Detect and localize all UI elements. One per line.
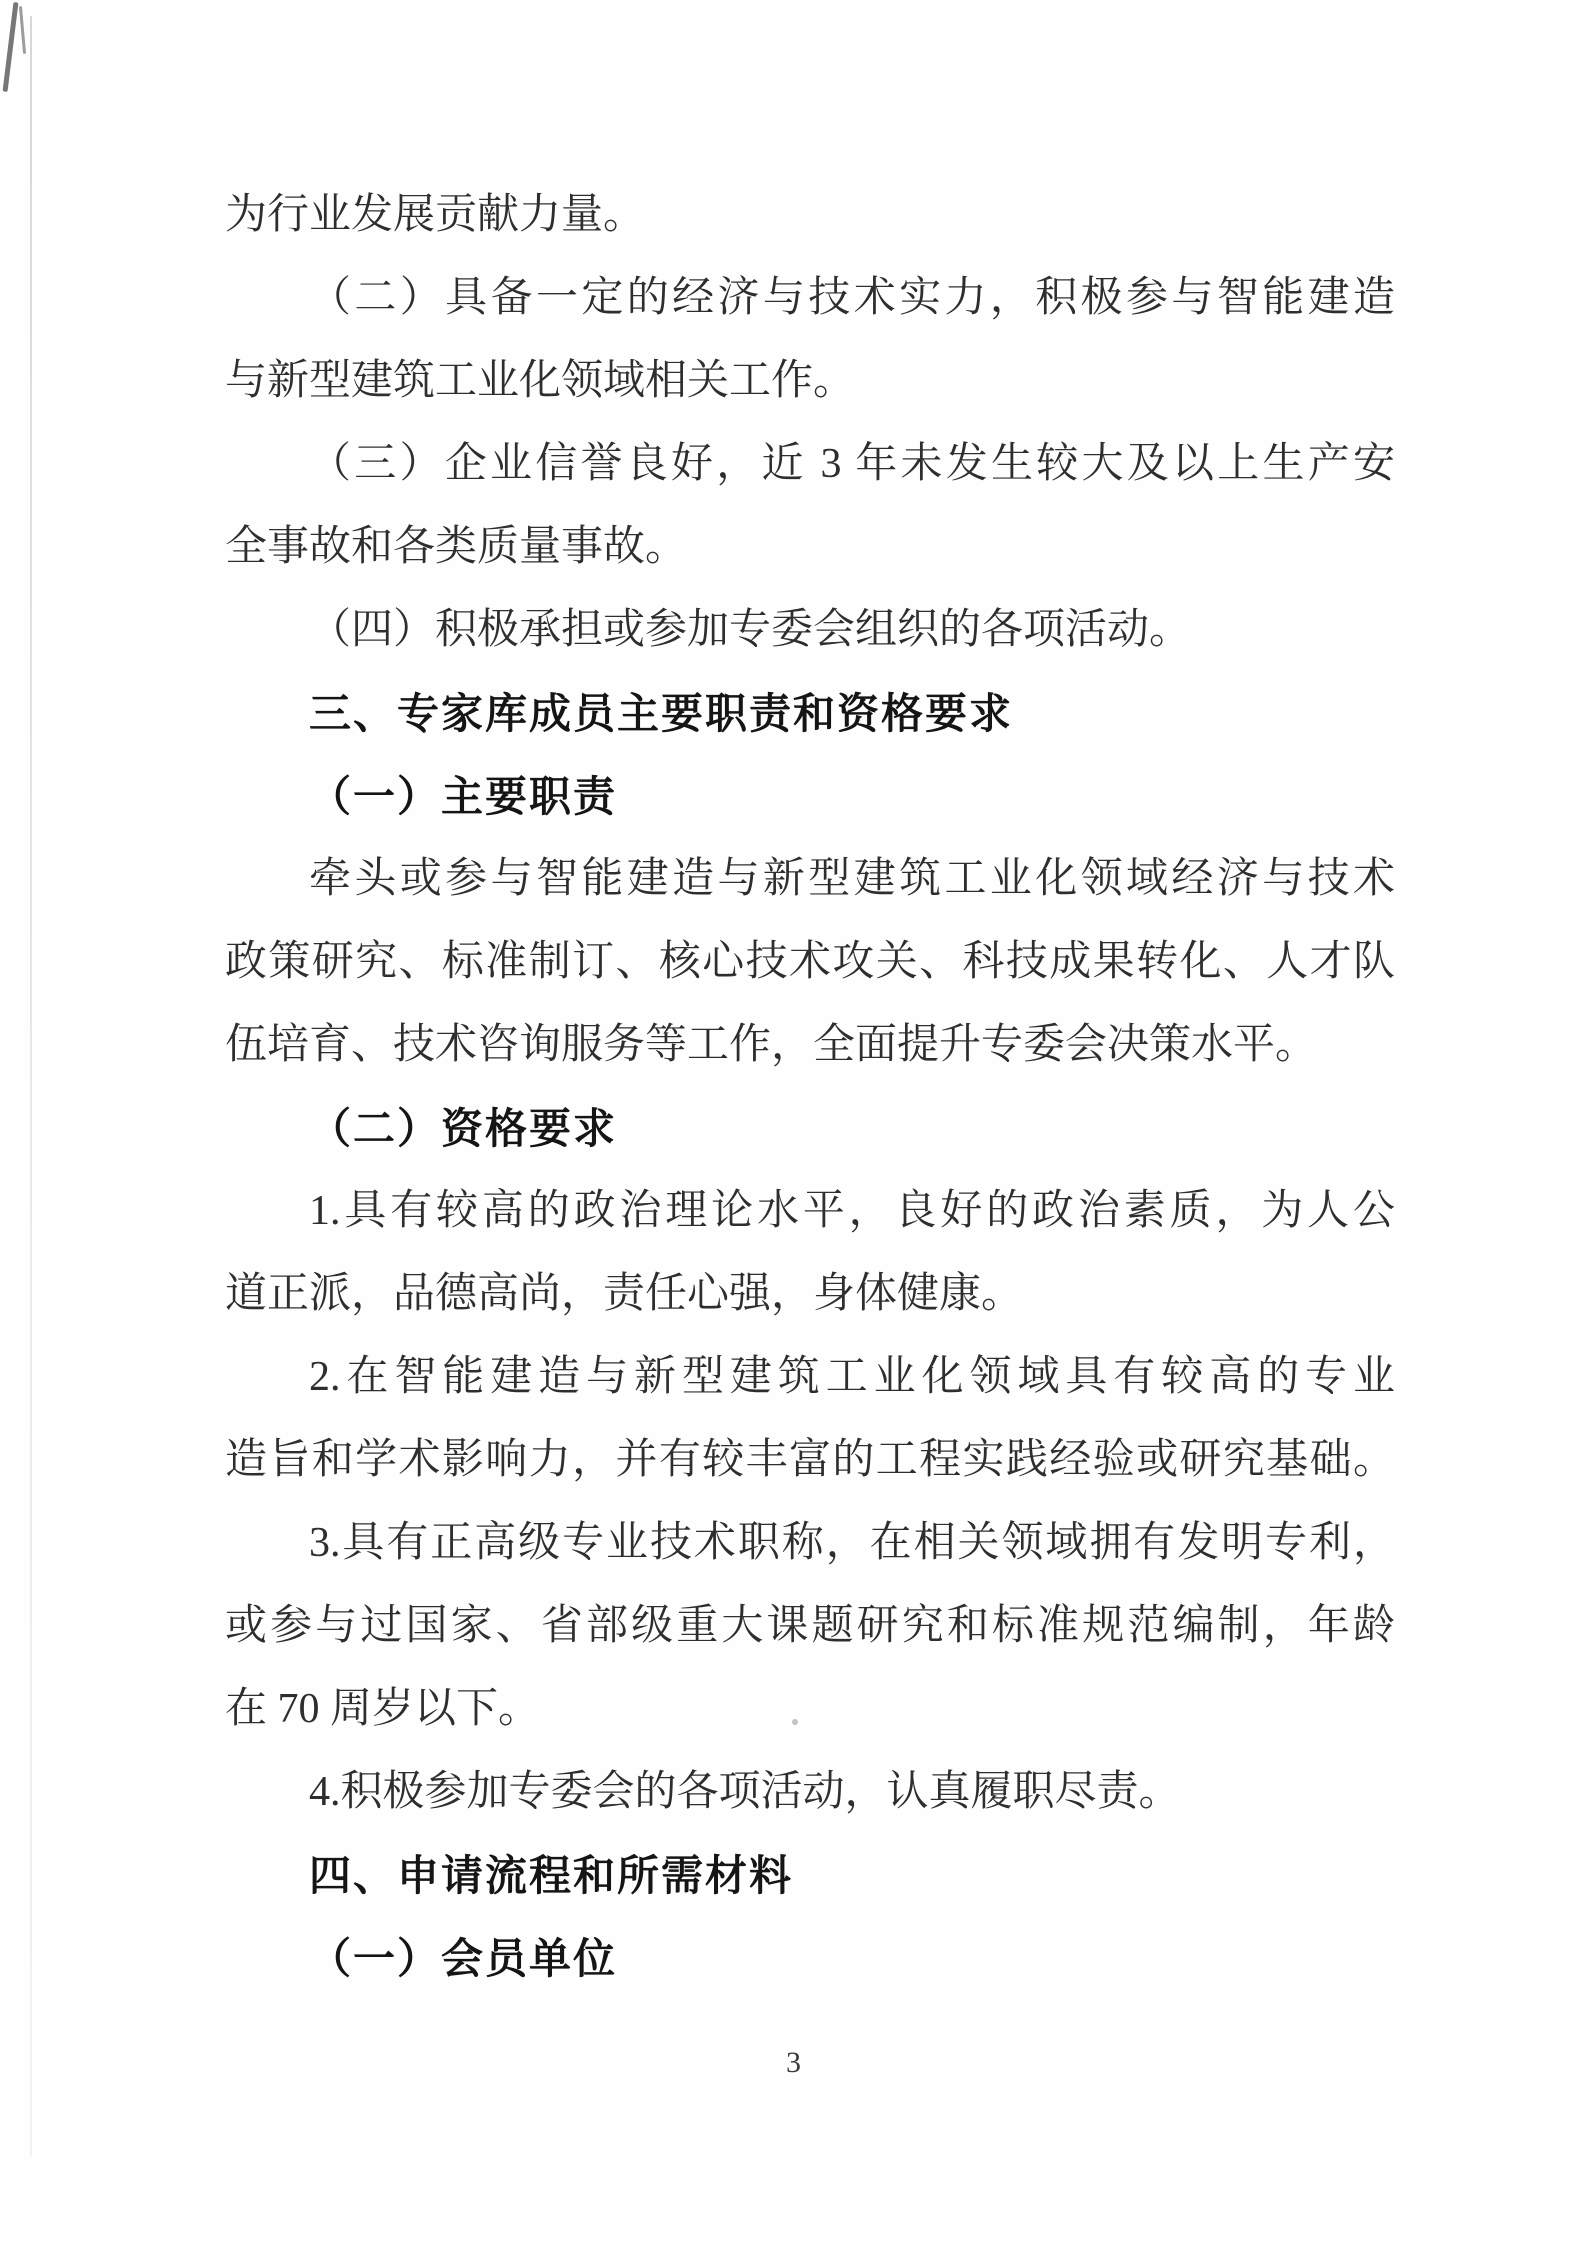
body-line: 或参与过国家、省部级重大课题研究和标准规范编制，年龄 — [225, 1603, 1395, 1649]
heading-line: （一）会员单位 — [309, 1935, 618, 1982]
heading-line: 三、专家库成员主要职责和资格要求 — [309, 690, 1014, 737]
scan-edge-line-artifact — [30, 16, 32, 2156]
heading-line: （一）主要职责 — [309, 773, 618, 820]
text-block — [225, 174, 1395, 2000]
body-line: （四）积极承担或参加专委会组织的各项活动。 — [309, 607, 1192, 653]
scan-corner-artifact — [3, 2, 19, 92]
body-line: 牵头或参与智能建造与新型建筑工业化领域经济与技术 — [309, 856, 1395, 902]
body-line: 与新型建筑工业化领域相关工作。 — [225, 358, 856, 404]
body-line: 3.具有正高级专业技术职称，在相关领域拥有发明专利， — [309, 1520, 1395, 1566]
body-line: 4.积极参加专委会的各项活动，认真履职尽责。 — [309, 1769, 1181, 1815]
body-line: （三）企业信誉良好，近 3 年未发生较大及以上生产安 — [309, 441, 1395, 487]
scan-corner-artifact — [19, 6, 26, 54]
body-line: 造旨和学术影响力，并有较丰富的工程实践经验或研究基础。 — [225, 1437, 1395, 1483]
body-line: （二）具备一定的经济与技术实力，积极参与智能建造 — [309, 275, 1395, 321]
body-line: 在 70 周岁以下。 — [225, 1686, 541, 1732]
page-number: 3 — [786, 2046, 801, 2079]
body-line: 为行业发展贡献力量。 — [225, 192, 646, 238]
body-line: 伍培育、技术咨询服务等工作，全面提升专委会决策水平。 — [225, 1022, 1318, 1068]
body-line: 政策研究、标准制订、核心技术攻关、科技成果转化、人才队 — [225, 939, 1395, 985]
body-line: 2.在智能建造与新型建筑工业化领域具有较高的专业 — [309, 1354, 1395, 1400]
body-line: 1.具有较高的政治理论水平，良好的政治素质，为人公 — [309, 1188, 1395, 1234]
heading-line: （二）资格要求 — [309, 1105, 618, 1152]
body-line: 全事故和各类质量事故。 — [225, 524, 688, 570]
heading-line: 四、申请流程和所需材料 — [309, 1852, 794, 1899]
body-line: 道正派，品德高尚，责任心强，身体健康。 — [225, 1271, 1024, 1317]
